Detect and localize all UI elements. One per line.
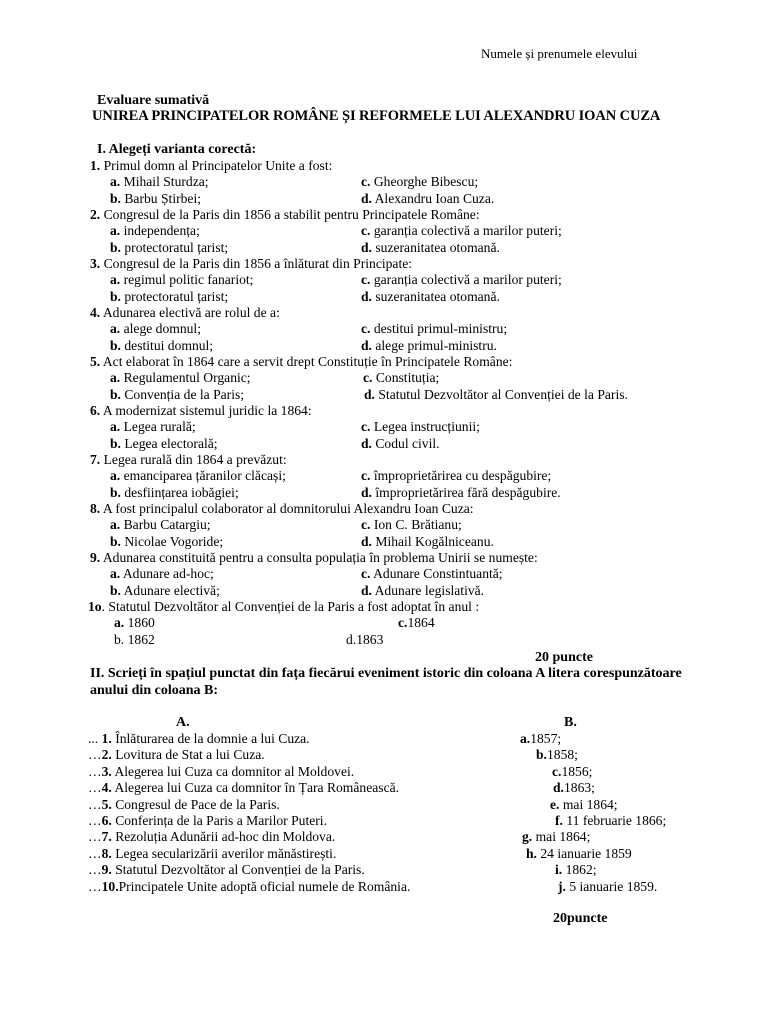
question-10 xyxy=(88,599,479,615)
year-text: 1862; xyxy=(562,862,597,878)
event-5 xyxy=(88,797,280,813)
question-text: Congresul de la Paris din 1856 a stabilit pentru Principatele Române: xyxy=(100,207,480,222)
question-3-option-d xyxy=(361,289,500,305)
year-option-4 xyxy=(553,780,595,796)
event-1 xyxy=(88,731,310,747)
question-10-option-d xyxy=(346,632,383,648)
year-text: 1857; xyxy=(530,731,562,746)
question-text: A fost principalul colaborator al domnitorului Alexandru Ioan Cuza: xyxy=(100,501,474,516)
question-text: . Statutul Dezvoltător al Convenției de la Paris a fost adoptat în anul : xyxy=(101,599,480,614)
question-10-option-c xyxy=(398,615,435,631)
section2-points: 20puncte xyxy=(553,911,608,926)
section1-title: I. Alegeți varianta corectă: xyxy=(97,142,257,157)
option-letter: a. xyxy=(110,223,121,239)
question-8 xyxy=(90,501,474,517)
year-text: 24 ianuarie 1859 xyxy=(536,845,632,861)
option-text: b. 1862 xyxy=(114,631,155,647)
question-4-option-d xyxy=(361,338,497,354)
option-text: emanciparea țăranilor clăcași; xyxy=(120,468,286,484)
option-letter: d. xyxy=(361,337,372,353)
question-7-option-b xyxy=(110,485,239,501)
answer-blank[interactable]: … xyxy=(88,780,102,796)
event-text: Congresul de Pace de la Paris. xyxy=(111,796,280,812)
question-3 xyxy=(90,256,412,272)
option-text: 1864 xyxy=(407,615,435,631)
year-letter: a. xyxy=(520,731,531,746)
question-3-option-a xyxy=(110,272,253,288)
option-text: Alexandru Ioan Cuza. xyxy=(371,190,495,206)
option-text: 1860 xyxy=(124,615,155,631)
option-text: destitui primul-ministru; xyxy=(370,321,508,337)
option-text: Legea rurală; xyxy=(120,419,196,435)
question-10-option-b xyxy=(114,632,155,648)
question-6-option-c xyxy=(361,419,480,435)
question-number: 6. xyxy=(90,403,101,418)
question-8-option-d xyxy=(361,534,494,550)
year-letter: b. xyxy=(536,747,547,763)
section2-title-line2: anului din coloana B: xyxy=(90,683,218,698)
question-number: 8. xyxy=(90,501,101,516)
option-letter: c. xyxy=(361,419,371,435)
event-7 xyxy=(88,829,335,845)
event-text: Alegerea lui Cuza ca domnitor al Moldovei. xyxy=(111,763,355,779)
question-number: 4. xyxy=(90,305,101,320)
question-6 xyxy=(90,403,312,419)
option-text: protectoratul țarist; xyxy=(120,288,229,304)
option-text: Legea instrucțiunii; xyxy=(370,419,480,435)
option-letter: b. xyxy=(110,386,121,402)
question-9-option-b xyxy=(110,583,220,599)
year-letter: j. xyxy=(558,878,566,894)
question-10-option-a xyxy=(114,615,155,631)
event-4 xyxy=(88,780,399,796)
question-1-option-c xyxy=(361,174,478,190)
option-text: d.1863 xyxy=(346,631,384,647)
event-text: Lovitura de Stat a lui Cuza. xyxy=(111,747,265,763)
question-number: 1o xyxy=(88,599,102,614)
option-letter: c. xyxy=(363,370,373,386)
question-1 xyxy=(90,158,332,174)
event-number: 4. xyxy=(101,780,112,796)
event-text: Conferința de la Paris a Marilor Puteri. xyxy=(111,813,327,828)
question-number: 3. xyxy=(90,256,101,271)
option-text: Barbu Știrbei; xyxy=(120,190,202,206)
question-9-option-d xyxy=(361,583,484,599)
year-option-6 xyxy=(555,813,666,829)
option-letter: c. xyxy=(361,321,371,337)
option-letter: a. xyxy=(110,370,121,386)
answer-blank[interactable]: … xyxy=(88,813,102,828)
event-number: 6. xyxy=(101,813,112,828)
year-option-10 xyxy=(558,879,657,895)
year-letter: f. xyxy=(555,813,563,828)
option-letter: b. xyxy=(110,239,121,255)
column-a-header: A. xyxy=(176,715,190,730)
evaluation-title: Evaluare sumativă xyxy=(97,93,210,108)
question-4 xyxy=(90,305,280,321)
year-option-7 xyxy=(522,829,590,845)
section1-points: 20 puncte xyxy=(535,650,593,665)
year-text: 1863; xyxy=(563,780,595,796)
question-2-option-a xyxy=(110,223,200,239)
option-letter: c. xyxy=(361,174,371,190)
question-1-option-a xyxy=(110,174,209,190)
option-letter: b. xyxy=(110,435,121,451)
section2-title-line1: II. Scrieți în spațiul punctat din fața fiecărui eveniment istoric din coloana A litera corespunzătoare xyxy=(90,666,682,681)
option-text: protectoratul țarist; xyxy=(120,239,229,255)
year-option-8 xyxy=(526,846,632,862)
question-text: Adunarea electivă are rolul de a: xyxy=(100,305,280,320)
question-number: 7. xyxy=(90,452,101,467)
question-9-option-c xyxy=(361,566,503,582)
event-number: 2. xyxy=(101,747,112,763)
option-text: Barbu Catargiu; xyxy=(120,517,211,533)
event-number: 1. xyxy=(101,731,112,746)
option-letter: a. xyxy=(110,566,121,582)
question-text: Act elaborat în 1864 care a servit drept Constituție în Principatele Române: xyxy=(100,354,513,369)
option-letter: a. xyxy=(110,517,121,533)
question-4-option-a xyxy=(110,321,201,337)
option-letter: c. xyxy=(361,272,371,288)
option-text: Mihail Kogălniceanu. xyxy=(371,533,494,549)
option-text: suzeranitatea otomană. xyxy=(371,239,500,255)
page-title: UNIREA PRINCIPATELOR ROMÂNE ȘI REFORMELE LUI ALEXANDRU IOAN CUZA xyxy=(92,108,661,124)
year-text: 1856; xyxy=(561,763,593,779)
question-5-option-b xyxy=(110,387,244,403)
option-letter: a. xyxy=(114,615,125,631)
option-letter: b. xyxy=(110,582,121,598)
question-number: 1. xyxy=(90,158,101,173)
option-text: Ion C. Brătianu; xyxy=(370,517,462,533)
column-b-header: B. xyxy=(564,715,577,730)
question-8-option-c xyxy=(361,517,462,533)
year-option-5 xyxy=(550,797,618,813)
event-10 xyxy=(88,879,410,895)
question-text: Congresul de la Paris din 1856 a înlăturat din Principate: xyxy=(100,256,413,271)
option-letter: b. xyxy=(110,484,121,500)
event-text: Legea secularizării averilor mănăstirești. xyxy=(111,845,337,861)
option-letter: b. xyxy=(110,288,121,304)
option-text: desființarea iobăgiei; xyxy=(120,484,239,500)
option-text: suzeranitatea otomană. xyxy=(371,288,500,304)
question-5 xyxy=(90,354,512,370)
year-text: 11 februarie 1866; xyxy=(562,813,667,828)
option-text: Codul civil. xyxy=(371,435,440,451)
year-letter: h. xyxy=(526,845,537,861)
year-option-1 xyxy=(520,731,561,747)
option-letter: d. xyxy=(361,484,372,500)
option-letter: c. xyxy=(361,566,371,582)
question-text: A modernizat sistemul juridic la 1864: xyxy=(100,403,312,418)
option-letter: d. xyxy=(361,582,372,598)
question-1-option-d xyxy=(361,191,494,207)
option-text: alege domnul; xyxy=(120,321,201,337)
year-option-2 xyxy=(536,747,578,763)
event-8 xyxy=(88,846,336,862)
option-text: Statutul Dezvoltător al Convenției de la Paris. xyxy=(374,386,628,402)
question-1-option-b xyxy=(110,191,201,207)
event-number: 9. xyxy=(101,862,112,878)
question-5-option-d xyxy=(364,387,628,403)
option-letter: d. xyxy=(361,533,372,549)
question-number: 5. xyxy=(90,354,101,369)
option-text: Gheorghe Bibescu; xyxy=(370,174,479,190)
question-7-option-c xyxy=(361,468,551,484)
question-8-option-a xyxy=(110,517,211,533)
event-number: 5. xyxy=(101,796,112,812)
question-2-option-b xyxy=(110,240,228,256)
question-8-option-b xyxy=(110,534,223,550)
event-number: 10. xyxy=(101,878,119,894)
option-text: Constituția; xyxy=(372,370,440,386)
question-9-option-a xyxy=(110,566,214,582)
option-text: Adunare ad-hoc; xyxy=(120,566,214,582)
year-letter: d. xyxy=(553,780,564,796)
option-text: Nicolae Vogoride; xyxy=(120,533,224,549)
option-text: alege primul-ministru. xyxy=(371,337,497,353)
option-letter: a. xyxy=(110,272,121,288)
event-number: 8. xyxy=(101,845,112,861)
event-text: Alegerea lui Cuza ca domnitor în Țara Românească. xyxy=(111,780,400,796)
option-letter: b. xyxy=(110,337,121,353)
question-7 xyxy=(90,452,287,468)
answer-blank[interactable]: … xyxy=(88,747,102,763)
option-letter: a. xyxy=(110,468,121,484)
option-text: destitui domnul; xyxy=(120,337,214,353)
student-name-label: Numele și prenumele elevului xyxy=(481,46,638,61)
option-letter: b. xyxy=(110,190,121,206)
option-letter: d. xyxy=(361,190,372,206)
option-text: Adunare legislativă. xyxy=(371,582,485,598)
event-text: Înlăturarea de la domnie a lui Cuza. xyxy=(111,731,310,746)
year-text: mai 1864; xyxy=(559,796,618,812)
question-5-option-c xyxy=(363,370,439,386)
question-3-option-b xyxy=(110,289,228,305)
option-text: independența; xyxy=(120,223,200,239)
event-number: 7. xyxy=(101,829,112,845)
option-text: regimul politic fanariot; xyxy=(120,272,254,288)
year-letter: c. xyxy=(552,763,562,779)
year-letter: e. xyxy=(550,796,560,812)
option-text: Mihail Sturdza; xyxy=(120,174,209,190)
question-number: 2. xyxy=(90,207,101,222)
answer-blank[interactable]: … xyxy=(88,862,102,878)
option-letter: d. xyxy=(364,386,375,402)
year-option-3 xyxy=(552,764,592,780)
event-9 xyxy=(88,862,365,878)
answer-blank[interactable]: … xyxy=(88,829,102,845)
question-2-option-c xyxy=(361,223,562,239)
option-text: garanția colectivă a marilor puteri; xyxy=(370,223,562,239)
year-text: mai 1864; xyxy=(532,829,591,845)
option-text: Convenția de la Paris; xyxy=(120,386,245,402)
question-number: 9. xyxy=(90,550,101,565)
question-7-option-a xyxy=(110,468,286,484)
question-6-option-b xyxy=(110,436,218,452)
answer-blank[interactable]: … xyxy=(88,763,102,779)
option-letter: a. xyxy=(110,174,121,190)
year-option-9 xyxy=(555,862,597,878)
option-letter: c. xyxy=(361,517,371,533)
event-number: 3. xyxy=(101,763,112,779)
event-text: Principatele Unite adoptă oficial numele de România. xyxy=(118,878,411,894)
event-6 xyxy=(88,813,327,829)
option-letter: c. xyxy=(398,615,408,631)
year-letter: g. xyxy=(522,829,533,845)
answer-blank[interactable]: ... xyxy=(88,731,102,746)
option-text: Adunare Constintuantă; xyxy=(370,566,503,582)
answer-blank[interactable]: … xyxy=(88,796,102,812)
option-text: împroprietărirea fără despăgubire. xyxy=(371,484,561,500)
question-2 xyxy=(90,207,480,223)
option-letter: d. xyxy=(361,435,372,451)
question-3-option-c xyxy=(361,272,562,288)
year-text: 1858; xyxy=(546,747,578,763)
year-text: 5 ianuarie 1859. xyxy=(565,878,658,894)
event-text: Statutul Dezvoltător al Convenției de la Paris. xyxy=(111,862,365,878)
answer-blank[interactable]: … xyxy=(88,845,102,861)
question-2-option-d xyxy=(361,240,500,256)
question-4-option-b xyxy=(110,338,213,354)
option-text: Adunare electivă; xyxy=(120,582,220,598)
option-letter: a. xyxy=(110,321,121,337)
year-letter: i. xyxy=(555,862,563,878)
option-text: împroprietărirea cu despăgubire; xyxy=(370,468,552,484)
option-letter: b. xyxy=(110,533,121,549)
event-text: Rezoluția Adunării ad-hoc din Moldova. xyxy=(111,829,336,845)
option-letter: d. xyxy=(361,288,372,304)
question-text: Primul domn al Principatelor Unite a fost: xyxy=(100,158,333,173)
question-4-option-c xyxy=(361,321,507,337)
question-9 xyxy=(90,550,538,566)
option-letter: a. xyxy=(110,419,121,435)
question-text: Adunarea constituită pentru a consulta populația în problema Unirii se numește: xyxy=(100,550,538,565)
question-6-option-d xyxy=(361,436,440,452)
option-text: Legea electorală; xyxy=(120,435,218,451)
question-6-option-a xyxy=(110,419,196,435)
option-letter: c. xyxy=(361,468,371,484)
option-letter: c. xyxy=(361,223,371,239)
option-text: Regulamentul Organic; xyxy=(120,370,251,386)
option-letter: d. xyxy=(361,239,372,255)
option-text: garanția colectivă a marilor puteri; xyxy=(370,272,562,288)
question-5-option-a xyxy=(110,370,251,386)
event-3 xyxy=(88,764,354,780)
event-2 xyxy=(88,747,265,763)
question-text: Legea rurală din 1864 a prevăzut: xyxy=(100,452,287,467)
question-7-option-d xyxy=(361,485,561,501)
answer-blank[interactable]: … xyxy=(88,878,102,894)
